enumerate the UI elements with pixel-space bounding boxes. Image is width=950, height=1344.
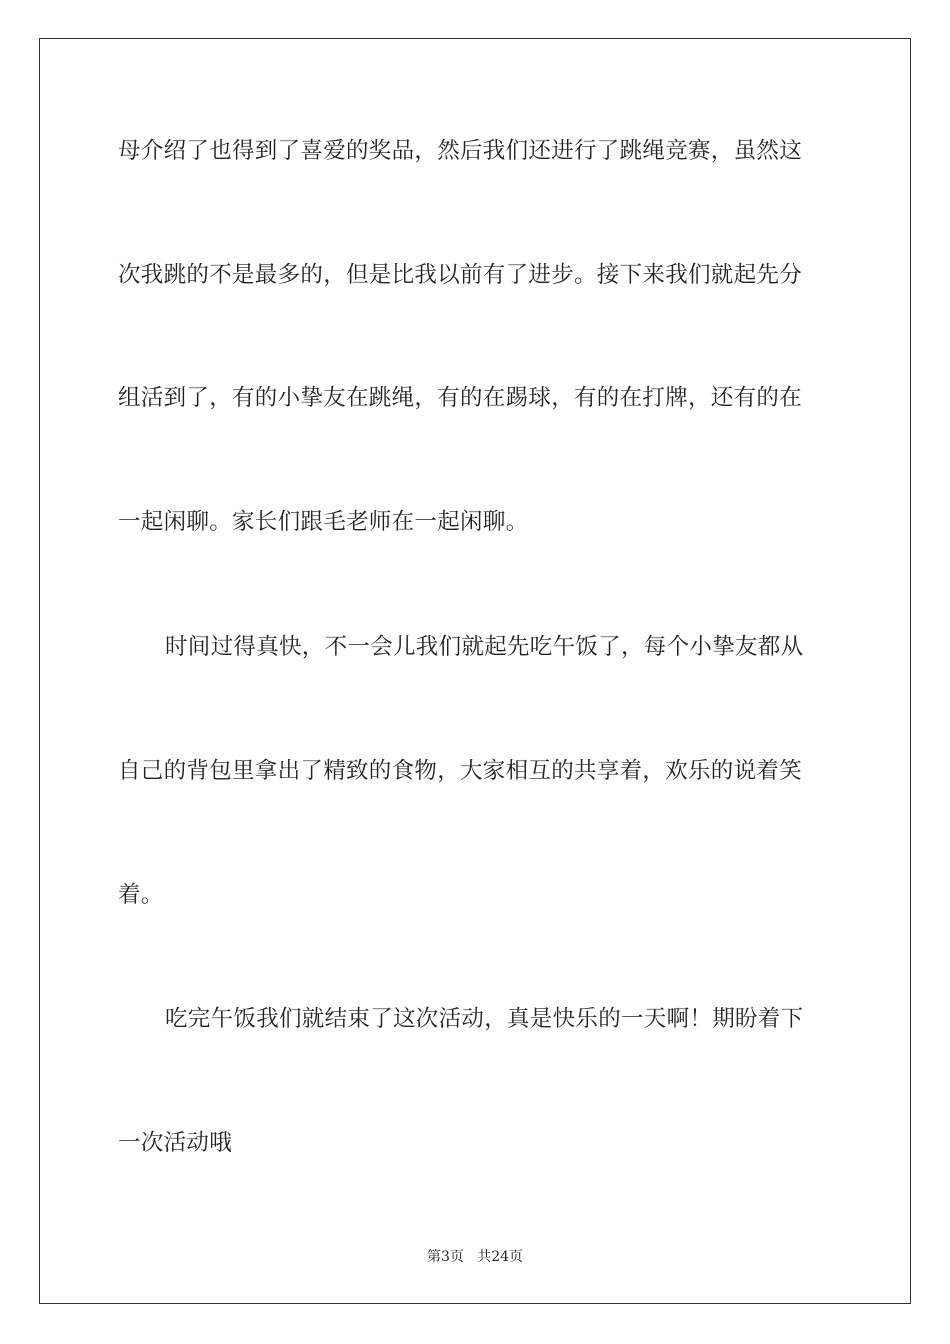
text-line-5: 时间过得真快，不一会儿我们就起先吃午饭了，每个小挚友都从 xyxy=(165,634,804,660)
text-line-8: 吃完午饭我们就结束了这次活动，真是快乐的一天啊！期盼着下 xyxy=(165,1006,804,1032)
text-line-9: 一次活动哦 xyxy=(118,1130,233,1156)
page-number-footer: 第3页 共24页 xyxy=(426,1249,524,1265)
text-line-4: 一起闲聊。家长们跟毛老师在一起闲聊。 xyxy=(118,509,529,535)
text-line-1: 母介绍了也得到了喜爱的奖品，然后我们还进行了跳绳竞赛，虽然这 xyxy=(118,138,803,164)
page-border xyxy=(39,38,911,1304)
text-line-2: 次我跳的不是最多的，但是比我以前有了进步。接下来我们就起先分 xyxy=(118,262,803,288)
text-line-7: 着。 xyxy=(118,882,164,908)
text-line-6: 自己的背包里拿出了精致的食物，大家相互的共享着，欢乐的说着笑 xyxy=(118,758,803,784)
text-line-3: 组活到了，有的小挚友在跳绳，有的在踢球，有的在打牌，还有的在 xyxy=(118,385,803,411)
